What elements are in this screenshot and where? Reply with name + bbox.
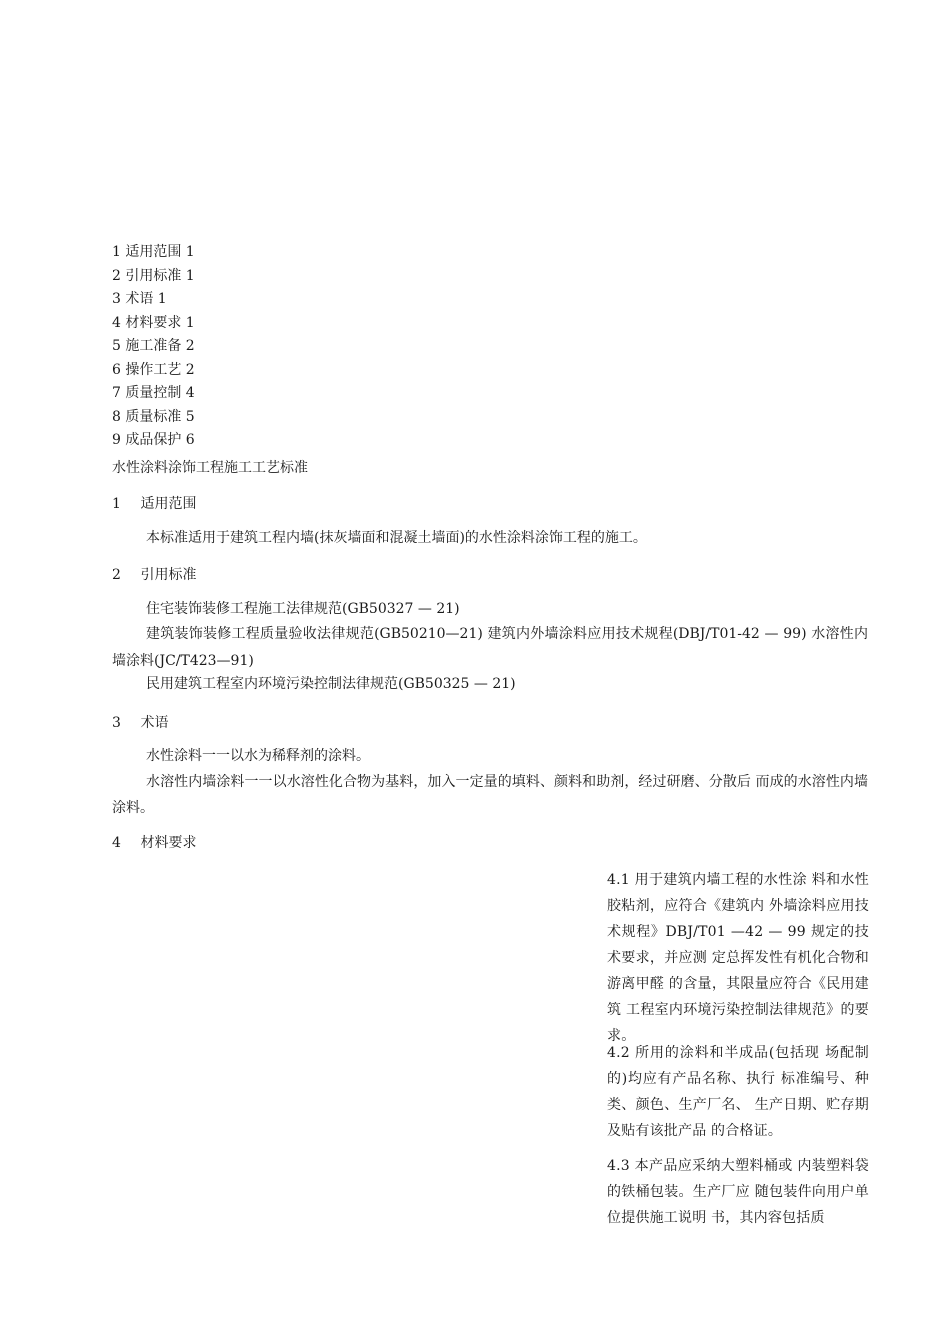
reference-standard: 建筑装饰装修工程质量验收法律规范(GB50210—21) 建筑内外墙涂料应用技术规程(DBJ/T01-42 — 99) 水溶性内墙涂料(JC/T423—91) [112,626,868,669]
toc-item: 1 适用范围 1 [112,244,195,260]
material-requirement-4-3: 4.3 本产品应采纳大塑料桶或 内装塑料袋的铁桶包装。生产厂应 随包装件向用户单位提供施工说明 书，其内容包括质 [607,1158,869,1226]
toc-item: 9 成品保护 6 [112,432,195,448]
section-heading-1 [112,494,196,514]
reference-standard: 住宅装饰装修工程施工法律规范(GB50327 — 21) [146,601,460,617]
section-number: 4 [112,835,121,851]
document-title: 水性涂料涂饰工程施工工艺标准 [112,460,308,476]
section-title: 适用范围 [140,496,197,512]
section-title: 材料要求 [140,835,197,851]
section-heading-4 [112,833,196,853]
toc-item: 8 质量标准 5 [112,409,195,425]
section-1-body: 本标准适用于建筑工程内墙(抹灰墙面和混凝土墙面)的水性涂料涂饰工程的施工。 [146,530,647,546]
toc-item: 3 术语 1 [112,291,167,307]
reference-standard: 民用建筑工程室内环境污染控制法律规范(GB50325 — 21) [146,676,516,692]
section-number: 3 [112,715,121,731]
material-requirement-4-2: 4.2 所用的涂料和半成品(包括现 场配制的)均应有产品名称、执行 标准编号、种类、颜色、生产厂名、 生产日期、贮存期及贴有该批产品 的合格证。 [607,1045,869,1139]
section-number: 1 [112,496,121,512]
section-number: 2 [112,567,121,583]
toc-item: 6 操作工艺 2 [112,362,195,378]
section-title: 引用标准 [140,567,197,583]
material-requirement-4-1: 4.1 用于建筑内墙工程的水性涂 料和水性胶粘剂，应符合《建筑内 外墙涂料应用技术规程》DBJ/T01 —42 — 99 规定的技术要求，并应测 定总挥发性有机化合物和游离甲醛 的含量，其限量应符合《民用建筑 工程室内环境污染控制法律规范》的要 求。 [607,872,869,1044]
toc-item: 7 质量控制 4 [112,385,195,401]
section-heading-2 [112,565,196,585]
toc-item: 5 施工准备 2 [112,338,195,354]
toc-item: 2 引用标准 1 [112,268,195,284]
term-definition: 水性涂料一一以水为稀释剂的涂料。 [146,748,370,764]
section-heading-3 [112,713,168,733]
term-definition: 水溶性内墙涂料一一以水溶性化合物为基料，加入一定量的填料、颜料和助剂，经过研磨、分散后 而成的水溶性内墙涂料。 [112,774,868,816]
toc-item: 4 材料要求 1 [112,315,195,331]
section-title: 术语 [140,715,169,731]
